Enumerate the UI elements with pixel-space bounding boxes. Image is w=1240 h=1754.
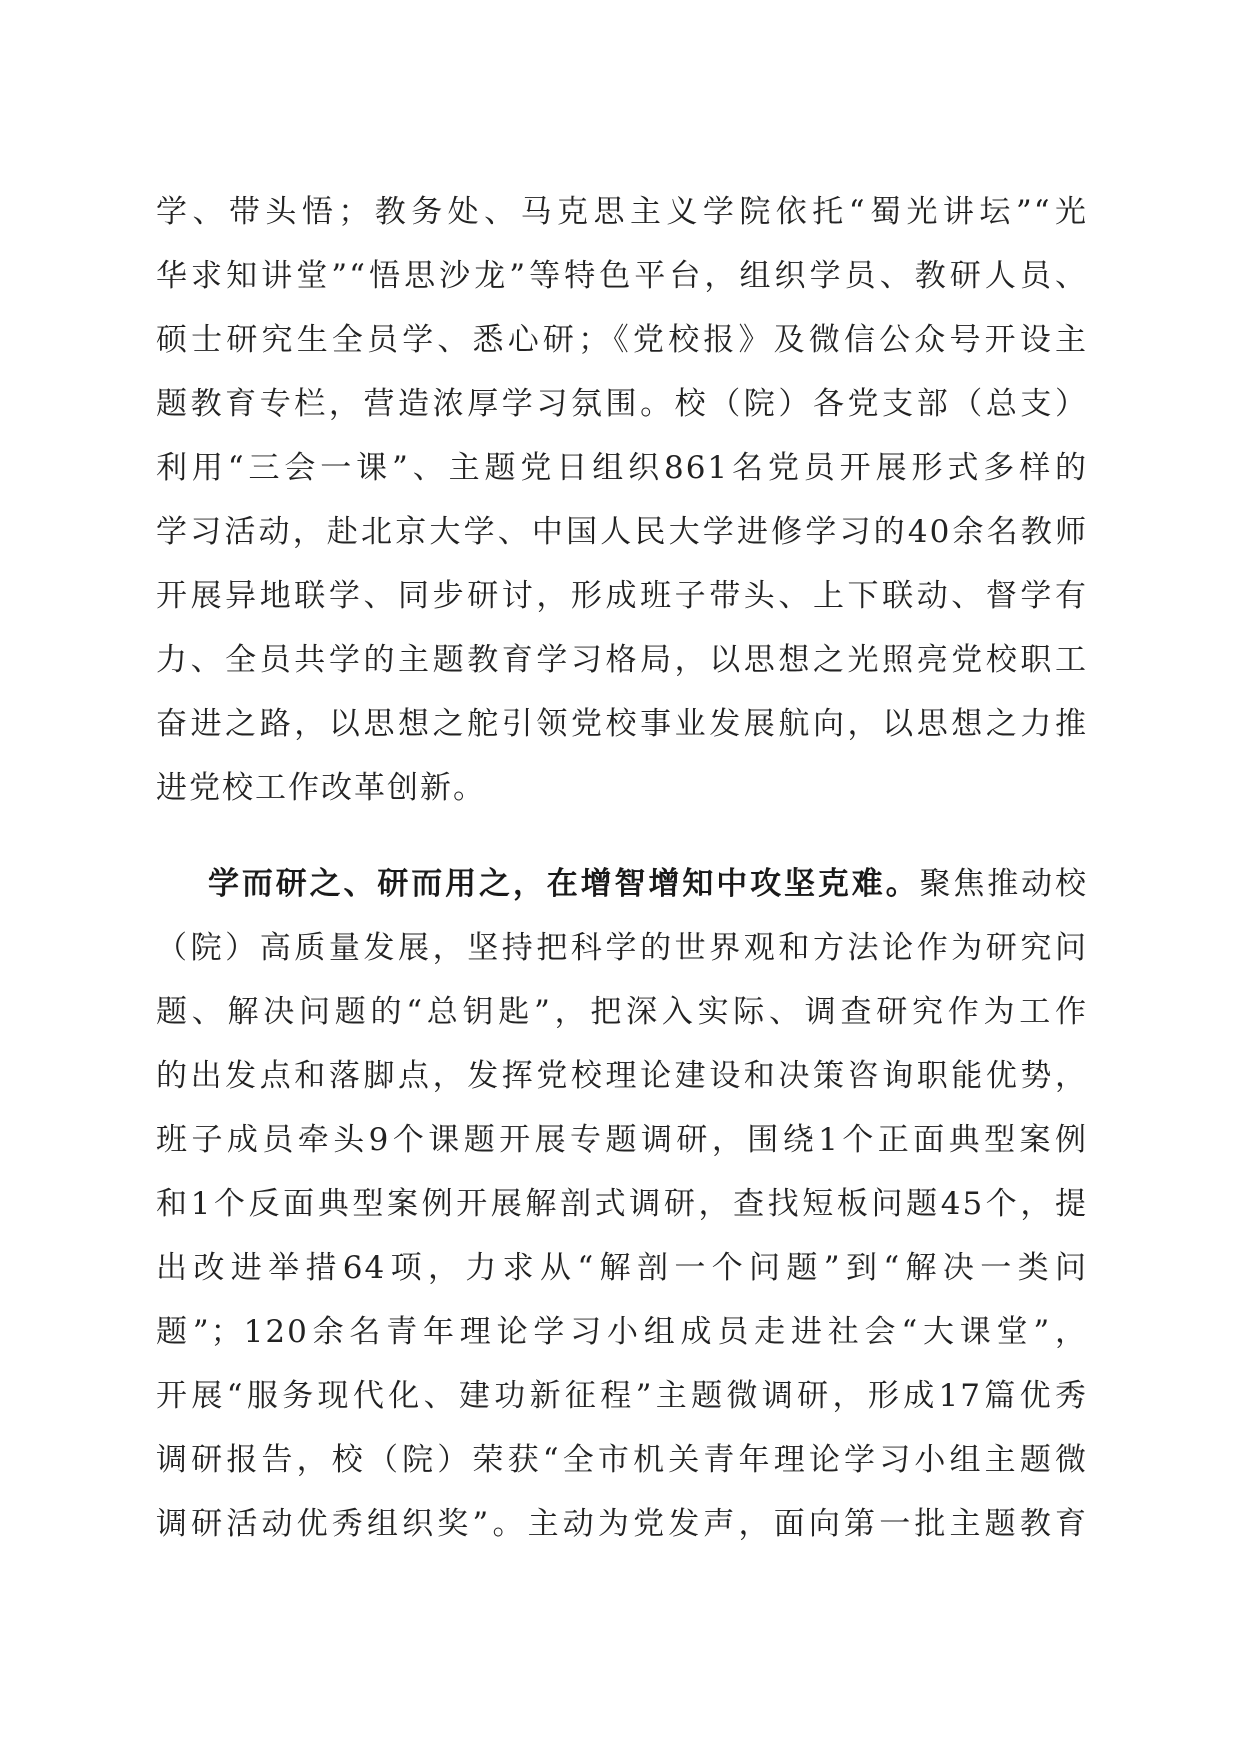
paragraph-line: 的出发点和落脚点，发挥党校理论建设和决策咨询职能优势，: [156, 1058, 1088, 1094]
paragraph-line: （院）高质量发展，坚持把科学的世界观和方法论作为研究问: [156, 930, 1088, 966]
paragraph-1: [156, 180, 1088, 820]
paragraph-line: 开展异地联学、同步研讨，形成班子带头、上下联动、督学有: [156, 578, 1088, 614]
paragraph-line: 奋进之路，以思想之舵引领党校事业发展航向，以思想之力推: [156, 706, 1088, 742]
paragraph-line: 题教育专栏，营造浓厚学习氛围。校（院）各党支部（总支）: [156, 386, 1088, 422]
paragraph-line: 利用“三会一课”、主题党日组织861名党员开展形式多样的: [156, 450, 1088, 486]
paragraph-line: 进党校工作改革创新。: [156, 770, 486, 806]
paragraph-line: 调研活动优秀组织奖”。主动为党发声，面向第一批主题教育: [156, 1506, 1088, 1542]
paragraph-line: 题、解决问题的“总钥匙”，把深入实际、调查研究作为工作: [156, 994, 1088, 1030]
lead-heading: 学而研之、研而用之，在增智增知中攻坚克难。: [208, 866, 920, 902]
paragraph-line: 华求知讲堂”“悟思沙龙”等特色平台，组织学员、教研人员、: [156, 258, 1088, 294]
paragraph-line: 和1个反面典型案例开展解剖式调研，查找短板问题45个，提: [156, 1186, 1088, 1222]
paragraph-line: 开展“服务现代化、建功新征程”主题微调研，形成17篇优秀: [156, 1378, 1088, 1414]
first-line-rest: 聚焦推动校: [919, 866, 1089, 902]
paragraph-line: 题”；120余名青年理论学习小组成员走进社会“大课堂”，: [156, 1314, 1088, 1350]
paragraph-line: 力、全员共学的主题教育学习格局，以思想之光照亮党校职工: [156, 642, 1088, 678]
paragraph-line: 出改进举措64项，力求从“解剖一个问题”到“解决一类问: [156, 1250, 1088, 1286]
paragraph-2: [156, 852, 1088, 1556]
paragraph-line: 班子成员牵头9个课题开展专题调研，围绕1个正面典型案例: [156, 1122, 1088, 1158]
paragraph-first-line: [156, 852, 1088, 916]
paragraph-line: 调研报告，校（院）荣获“全市机关青年理论学习小组主题微: [156, 1442, 1088, 1478]
paragraph-line: 硕士研究生全员学、悉心研；《党校报》及微信公众号开设主: [156, 322, 1088, 358]
paragraph-line: 学、带头悟；教务处、马克思主义学院依托“蜀光讲坛”“光: [156, 194, 1088, 230]
paragraph-line: 学习活动，赴北京大学、中国人民大学进修学习的40余名教师: [156, 514, 1088, 550]
